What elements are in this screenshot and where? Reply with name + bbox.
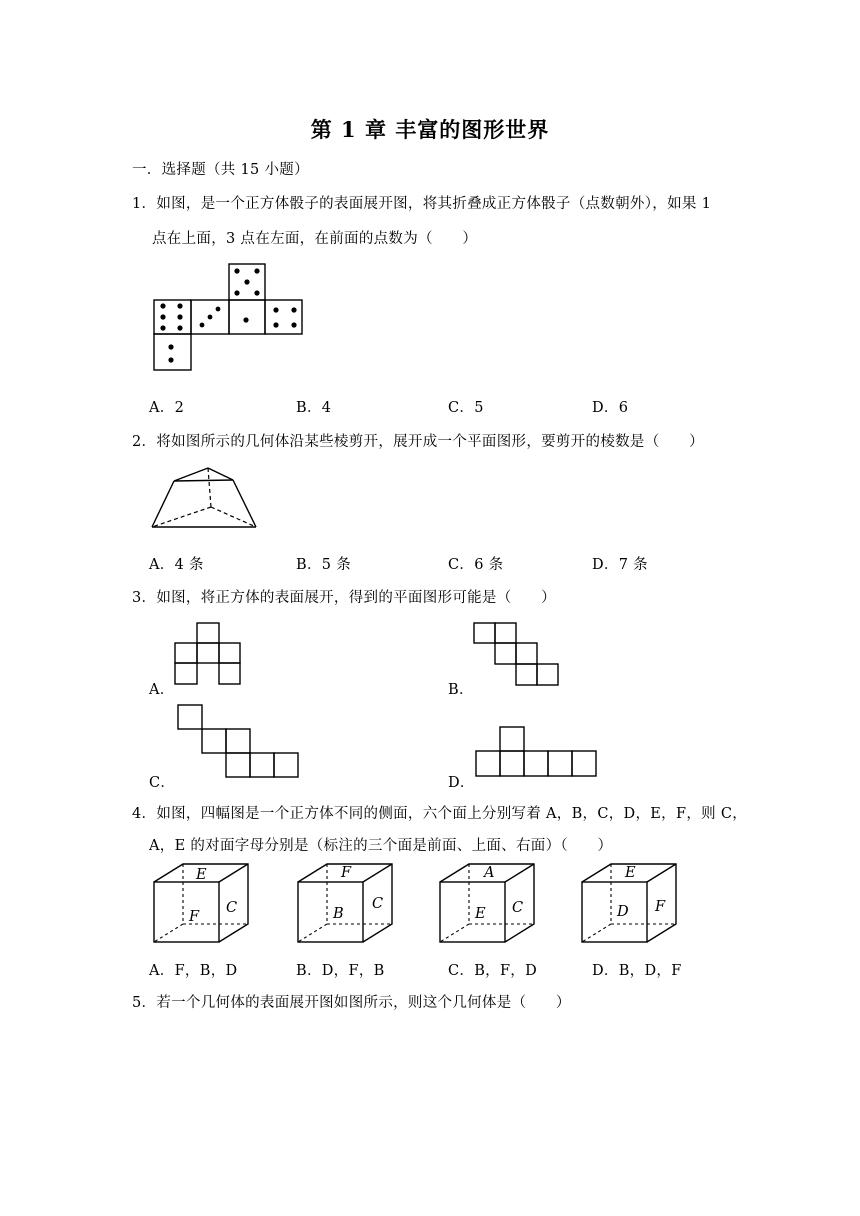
q2-stem: 2．将如图所示的几何体沿某些棱剪开，展开成一个平面图形，要剪开的棱数是（ ） (132, 434, 704, 450)
q1-option-a: A．2 (149, 400, 185, 416)
cube2-front-label: B (333, 906, 344, 922)
q5-stem: 5．若一个几何体的表面展开图如图所示，则这个几何体是（ ） (132, 995, 571, 1011)
q1-option-d: D．6 (592, 400, 629, 416)
q2-option-a: A．4 条 (149, 557, 204, 573)
cube2-right-label: C (372, 896, 384, 912)
q4-cube-3 (440, 864, 534, 942)
q1-stem-line2: 点在上面，3 点在左面，在前面的点数为（ ） (152, 231, 478, 247)
q4-stem-line1: 4．如图，四幅图是一个正方体不同的侧面，六个面上分别写着 A，B，C，D，E，F，则 C， (132, 806, 748, 822)
cube1-front-label: F (189, 909, 200, 925)
cube4-top-label: E (625, 865, 636, 881)
q4-cube-1 (154, 864, 248, 942)
q1-stem-line1: 1．如图，是一个正方体骰子的表面展开图，将其折叠成正方体骰子（点数朝外），如果 1 (132, 196, 712, 212)
q4-stem-line2: A，E 的对面字母分别是（标注的三个面是前面、上面、右面）（ ） (149, 838, 613, 854)
q4-option-d: D．B，D，F (592, 963, 682, 979)
cube3-right-label: C (512, 900, 524, 916)
q2-option-d: D．7 条 (592, 557, 648, 573)
q3-stem: 3．如图，将正方体的表面展开，得到的平面图形可能是（ ） (132, 590, 556, 606)
cube3-top-label: A (484, 865, 495, 881)
cube3-front-label: E (475, 906, 486, 922)
q3-option-d: D． (448, 775, 475, 791)
q2-option-b: B．5 条 (296, 557, 351, 573)
q1-option-b: B．4 (296, 400, 332, 416)
q4-cube-4 (582, 864, 676, 942)
q3-option-b: B． (448, 682, 474, 698)
q4-cube-2 (298, 864, 392, 942)
page-title: 第 1 章 丰富的图形世界 (310, 117, 550, 142)
cube4-right-label: F (655, 899, 666, 915)
q4-option-b: B．D，F，B (296, 963, 385, 979)
cube4-front-label: D (617, 904, 629, 920)
cube1-top-label: E (196, 867, 207, 883)
cube1-right-label: C (226, 900, 238, 916)
q2-option-c: C．6 条 (448, 557, 504, 573)
q3-option-a: A． (149, 682, 175, 698)
q4-option-a: A．F，B，D (149, 963, 238, 979)
q3-option-c: C． (149, 775, 176, 791)
cube2-top-label: F (341, 865, 352, 881)
section-heading: 一．选择题（共 15 小题） (132, 162, 309, 178)
q1-option-c: C．5 (448, 400, 484, 416)
q4-option-c: C．B，F，D (448, 963, 538, 979)
